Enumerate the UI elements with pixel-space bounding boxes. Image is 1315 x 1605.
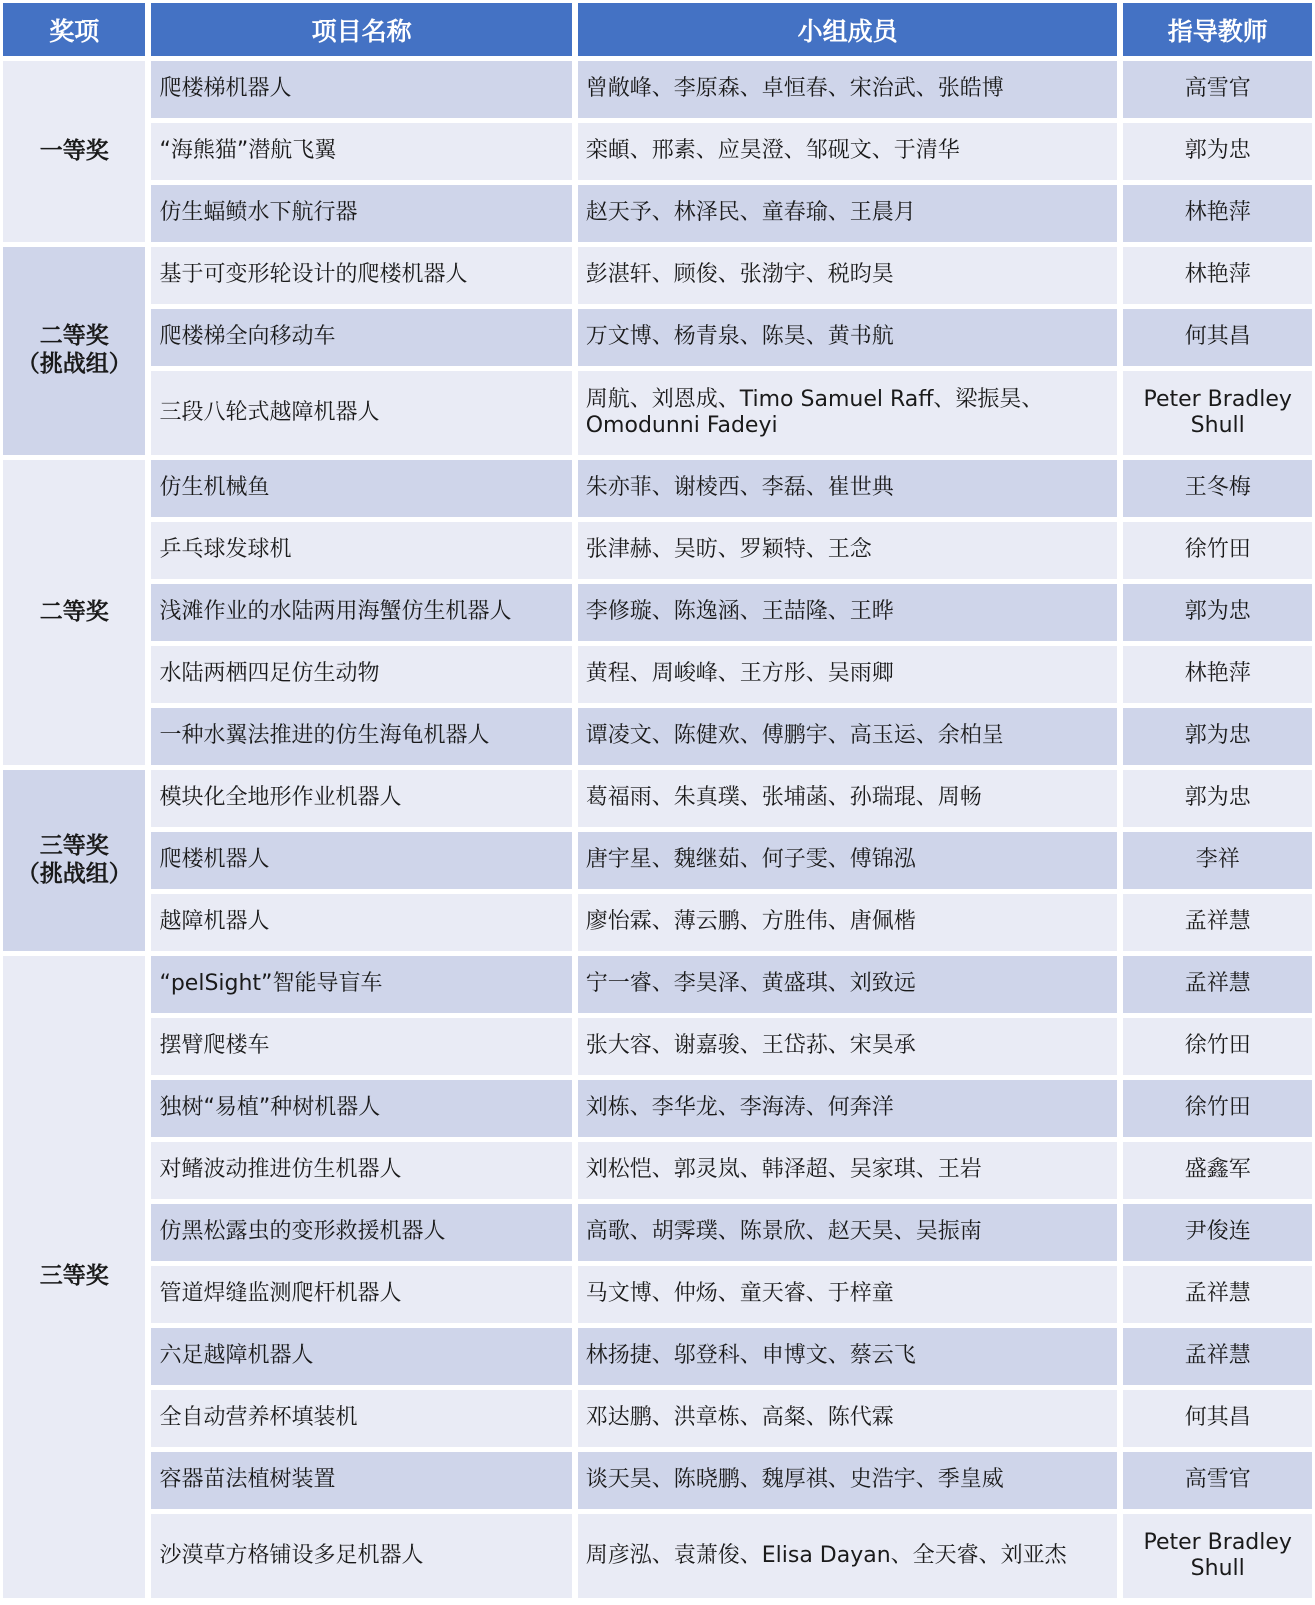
award-cell: 三等奖 （挑战组） bbox=[3, 770, 145, 951]
advisor: Peter Bradley Shull bbox=[1123, 371, 1312, 455]
team-members: 黄程、周峻峰、王方彤、吴雨卿 bbox=[578, 646, 1118, 703]
project-name: 基于可变形轮设计的爬楼机器人 bbox=[151, 247, 571, 304]
table-row bbox=[3, 770, 1312, 827]
advisor: 高雪官 bbox=[1123, 61, 1312, 118]
team-members: 朱亦菲、谢棱西、李磊、崔世典 bbox=[578, 460, 1118, 517]
award-cell: 二等奖 （挑战组） bbox=[3, 247, 145, 455]
table-row bbox=[3, 522, 1312, 579]
advisor: 徐竹田 bbox=[1123, 522, 1312, 579]
advisor: 孟祥慧 bbox=[1123, 894, 1312, 951]
team-members: 廖怡霖、薄云鹏、方胜伟、唐佩楷 bbox=[578, 894, 1118, 951]
team-members: 林扬捷、邬登科、申博文、蔡云飞 bbox=[578, 1328, 1118, 1385]
advisor: 郭为忠 bbox=[1123, 708, 1312, 765]
project-name: 越障机器人 bbox=[151, 894, 571, 951]
project-name: 一种水翼法推进的仿生海龟机器人 bbox=[151, 708, 571, 765]
project-name: 爬楼梯机器人 bbox=[151, 61, 571, 118]
table-row bbox=[3, 1204, 1312, 1261]
advisor: 孟祥慧 bbox=[1123, 956, 1312, 1013]
project-name: 全自动营养杯填装机 bbox=[151, 1390, 571, 1447]
project-name: 水陆两栖四足仿生动物 bbox=[151, 646, 571, 703]
advisor: 盛鑫军 bbox=[1123, 1142, 1312, 1199]
team-members: 李修璇、陈逸涵、王喆隆、王晔 bbox=[578, 584, 1118, 641]
header-award: 奖项 bbox=[3, 3, 145, 56]
advisor: 何其昌 bbox=[1123, 309, 1312, 366]
table-row bbox=[3, 1390, 1312, 1447]
table-row bbox=[3, 646, 1312, 703]
project-name: 摆臂爬楼车 bbox=[151, 1018, 571, 1075]
table-row bbox=[3, 371, 1312, 455]
advisor: 尹俊连 bbox=[1123, 1204, 1312, 1261]
project-name: 模块化全地形作业机器人 bbox=[151, 770, 571, 827]
table-row bbox=[3, 1452, 1312, 1509]
table-row bbox=[3, 61, 1312, 118]
header-teacher: 指导教师 bbox=[1123, 3, 1312, 56]
team-members: 高歌、胡霁璞、陈景欣、赵天昊、吴振南 bbox=[578, 1204, 1118, 1261]
team-members: 谭凌文、陈健欢、傅鹏宇、高玉运、余柏呈 bbox=[578, 708, 1118, 765]
table-row bbox=[3, 1328, 1312, 1385]
project-name: 浅滩作业的水陆两用海蟹仿生机器人 bbox=[151, 584, 571, 641]
table-row bbox=[3, 309, 1312, 366]
team-members: 葛福雨、朱真璞、张埔菡、孙瑞琨、周畅 bbox=[578, 770, 1118, 827]
team-members: 马文博、仲炀、童天睿、于梓童 bbox=[578, 1266, 1118, 1323]
advisor: 林艳萍 bbox=[1123, 646, 1312, 703]
project-name: 六足越障机器人 bbox=[151, 1328, 571, 1385]
advisor: 孟祥慧 bbox=[1123, 1328, 1312, 1385]
team-members: 彭湛轩、顾俊、张渤宇、税昀昊 bbox=[578, 247, 1118, 304]
table-row bbox=[3, 1080, 1312, 1137]
table-row bbox=[3, 956, 1312, 1013]
header-members: 小组成员 bbox=[578, 3, 1118, 56]
award-cell: 二等奖 bbox=[3, 460, 145, 765]
project-name: 管道焊缝监测爬杆机器人 bbox=[151, 1266, 571, 1323]
award-cell: 三等奖 bbox=[3, 956, 145, 1598]
project-name: 爬楼梯全向移动车 bbox=[151, 309, 571, 366]
team-members: 赵天予、林泽民、童春瑜、王晨月 bbox=[578, 185, 1118, 242]
advisor: 李祥 bbox=[1123, 832, 1312, 889]
team-members: 栾頔、邢素、应昊澄、邹砚文、于清华 bbox=[578, 123, 1118, 180]
team-members: 刘松恺、郭灵岚、韩泽超、吴家琪、王岩 bbox=[578, 1142, 1118, 1199]
advisor: 郭为忠 bbox=[1123, 770, 1312, 827]
table-row bbox=[3, 894, 1312, 951]
team-members: 宁一睿、李昊泽、黄盛琪、刘致远 bbox=[578, 956, 1118, 1013]
table-row bbox=[3, 123, 1312, 180]
team-members: 唐宇星、魏继茹、何子雯、傅锦泓 bbox=[578, 832, 1118, 889]
advisor: 郭为忠 bbox=[1123, 123, 1312, 180]
advisor: 高雪官 bbox=[1123, 1452, 1312, 1509]
project-name: 乒乓球发球机 bbox=[151, 522, 571, 579]
team-members: 张津赫、吴昉、罗颖特、王念 bbox=[578, 522, 1118, 579]
project-name: “pelSight”智能导盲车 bbox=[151, 956, 571, 1013]
advisor: 林艳萍 bbox=[1123, 185, 1312, 242]
team-members: 谈天昊、陈晓鹏、魏厚祺、史浩宇、季皇威 bbox=[578, 1452, 1118, 1509]
advisor: 郭为忠 bbox=[1123, 584, 1312, 641]
project-name: 爬楼机器人 bbox=[151, 832, 571, 889]
table-row bbox=[3, 1514, 1312, 1598]
team-members: 周彦泓、袁萧俊、Elisa Dayan、全天睿、刘亚杰 bbox=[578, 1514, 1118, 1598]
advisor: 徐竹田 bbox=[1123, 1080, 1312, 1137]
table-row bbox=[3, 1266, 1312, 1323]
team-members: 万文博、杨青泉、陈昊、黄书航 bbox=[578, 309, 1118, 366]
project-name: “海熊猫”潜航飞翼 bbox=[151, 123, 571, 180]
table-row bbox=[3, 832, 1312, 889]
project-name: 仿生机械鱼 bbox=[151, 460, 571, 517]
table-row bbox=[3, 460, 1312, 517]
advisor: 何其昌 bbox=[1123, 1390, 1312, 1447]
header-row bbox=[3, 3, 1312, 56]
team-members: 张大容、谢嘉骏、王岱荪、宋昊承 bbox=[578, 1018, 1118, 1075]
header-project: 项目名称 bbox=[151, 3, 571, 56]
team-members: 曾敞峰、李原森、卓恒春、宋治武、张皓博 bbox=[578, 61, 1118, 118]
table-row bbox=[3, 247, 1312, 304]
award-cell: 一等奖 bbox=[3, 61, 145, 242]
team-members: 邓达鹏、洪章栋、高粲、陈代霖 bbox=[578, 1390, 1118, 1447]
advisor: 孟祥慧 bbox=[1123, 1266, 1312, 1323]
project-name: 仿生蝠鲼水下航行器 bbox=[151, 185, 571, 242]
project-name: 沙漠草方格铺设多足机器人 bbox=[151, 1514, 571, 1598]
advisor: 徐竹田 bbox=[1123, 1018, 1312, 1075]
team-members: 周航、刘恩成、Timo Samuel Raff、梁振昊、Omodunni Fadeyi bbox=[578, 371, 1118, 455]
team-members: 刘栋、李华龙、李海涛、何奔洋 bbox=[578, 1080, 1118, 1137]
table-row bbox=[3, 1018, 1312, 1075]
project-name: 仿黑松露虫的变形救援机器人 bbox=[151, 1204, 571, 1261]
table-row bbox=[3, 185, 1312, 242]
project-name: 独树“易植”种树机器人 bbox=[151, 1080, 571, 1137]
project-name: 对鳍波动推进仿生机器人 bbox=[151, 1142, 571, 1199]
table-row bbox=[3, 708, 1312, 765]
table-row bbox=[3, 584, 1312, 641]
project-name: 容器苗法植树装置 bbox=[151, 1452, 571, 1509]
project-name: 三段八轮式越障机器人 bbox=[151, 371, 571, 455]
table-row bbox=[3, 1142, 1312, 1199]
advisor: Peter Bradley Shull bbox=[1123, 1514, 1312, 1598]
advisor: 林艳萍 bbox=[1123, 247, 1312, 304]
advisor: 王冬梅 bbox=[1123, 460, 1312, 517]
